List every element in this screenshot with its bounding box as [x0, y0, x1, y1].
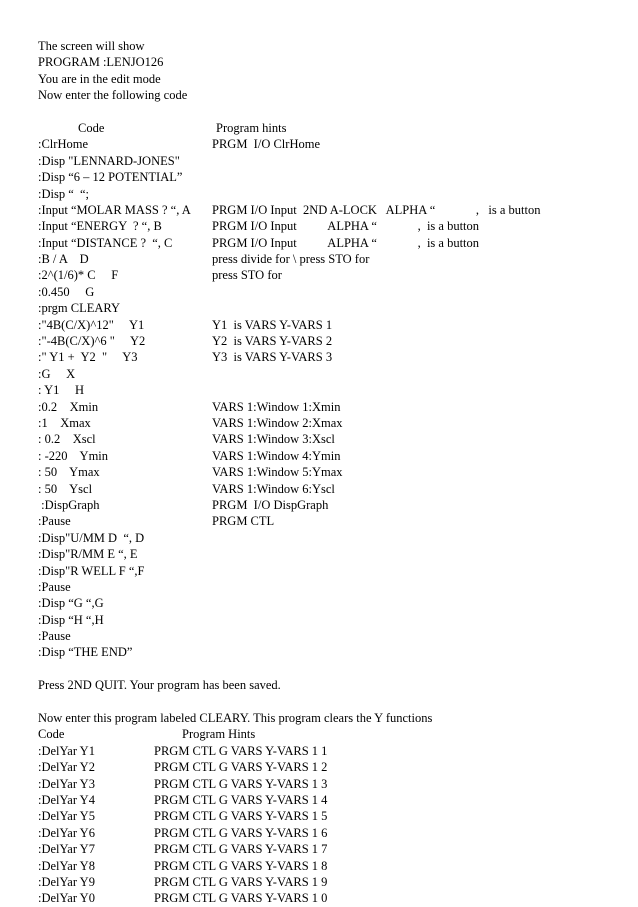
hint-cell: PRGM I/O Input 2ND A-LOCK ALPHA “ , is a button: [212, 202, 541, 217]
code-cell: : 0.2 Xscl: [38, 432, 96, 447]
code-cell: :Pause: [38, 514, 71, 529]
code-row: [38, 349, 618, 365]
code-cell: :DelYar Y0: [38, 891, 95, 906]
code-row: [38, 366, 618, 382]
code-cell: :DelYar Y7: [38, 842, 95, 857]
code-row: [38, 251, 618, 267]
code-cell: :DelYar Y3: [38, 776, 95, 791]
code-row: [38, 415, 618, 431]
hint-cell: PRGM CTL G VARS Y-VARS 1 8: [154, 858, 328, 873]
code-row: [38, 644, 618, 660]
hint-cell: VARS 1:Window 3:Xscl: [212, 432, 335, 447]
code-row: [38, 612, 618, 628]
code-cell: :Input “MOLAR MASS ? “, A: [38, 202, 191, 217]
code-row: [38, 218, 618, 234]
code-cell: :Pause: [38, 579, 71, 594]
code-cell: : Y1 H: [38, 383, 85, 398]
code-cell: :"4B(C/X)^12" Y1: [38, 317, 145, 332]
code-row: [38, 448, 618, 464]
code-cell: :Disp "LENNARD-JONES": [38, 153, 180, 168]
intro-line: The screen will show: [38, 39, 145, 53]
spacer: [38, 661, 618, 677]
cleary-intro: Now enter this program labeled CLEARY. This program clears the Y functions: [38, 711, 433, 726]
hints-column-header: Program Hints: [182, 727, 256, 742]
hint-cell: PRGM CTL G VARS Y-VARS 1 3: [154, 776, 328, 791]
hint-cell: VARS 1:Window 4:Ymin: [212, 448, 341, 463]
code-column-header: Code: [38, 727, 65, 742]
hint-cell: PRGM I/O ClrHome: [212, 137, 320, 152]
code-cell: :DispGraph: [38, 497, 100, 512]
table1-body: [38, 136, 618, 661]
code-cell: :B / A D: [38, 252, 89, 267]
hint-cell: VARS 1:Window 5:Ymax: [212, 465, 343, 480]
code-cell: :Input “DISTANCE ? “, C: [38, 235, 173, 250]
code-cell: :ClrHome: [38, 137, 88, 152]
code-row: [38, 497, 618, 513]
hint-cell: Y2 is VARS Y-VARS 2: [212, 334, 333, 349]
code-row: [38, 874, 618, 890]
code-cell: :Input “ENERGY ? “, B: [38, 219, 162, 234]
hint-cell: PRGM I/O Input ALPHA “ , is a button: [212, 219, 480, 234]
code-cell: :Disp “H “,H: [38, 612, 104, 627]
code-cell: :" Y1 + Y2 " Y3: [38, 350, 138, 365]
intro-line: PROGRAM :LENJO126: [38, 55, 164, 70]
code-row: [38, 563, 618, 579]
code-column-header: Code: [78, 120, 105, 135]
code-cell: : 50 Ymax: [38, 465, 100, 480]
code-row: [38, 792, 618, 808]
code-row: [38, 546, 618, 562]
hint-cell: Y3 is VARS Y-VARS 3: [212, 350, 333, 365]
hint-cell: PRGM CTL G VARS Y-VARS 1 5: [154, 809, 328, 824]
hint-cell: PRGM I/O Input ALPHA “ , is a button: [212, 235, 480, 250]
code-cell: : -220 Ymin: [38, 448, 109, 463]
code-cell: :Disp “6 – 12 POTENTIAL”: [38, 170, 183, 185]
code-row: [38, 595, 618, 611]
code-row: [38, 513, 618, 529]
document-page: [38, 38, 618, 907]
code-cell: :Disp"R/MM E “, E: [38, 547, 138, 562]
hint-cell: PRGM CTL G VARS Y-VARS 1 6: [154, 825, 328, 840]
code-cell: :prgm CLEARY: [38, 301, 121, 316]
hint-cell: Y1 is VARS Y-VARS 1: [212, 317, 333, 332]
hint-cell: PRGM CTL G VARS Y-VARS 1 2: [154, 760, 328, 775]
intro-line: You are in the edit mode: [38, 71, 161, 86]
code-cell: :0.2 Xmin: [38, 399, 99, 414]
hints-column-header: Program hints: [216, 120, 287, 135]
hint-cell: PRGM CTL G VARS Y-VARS 1 4: [154, 792, 328, 807]
code-row: [38, 841, 618, 857]
code-row: [38, 825, 618, 841]
code-cell: : 50 Yscl: [38, 481, 93, 496]
code-row: [38, 743, 618, 759]
code-row: [38, 628, 618, 644]
spacer: [38, 104, 618, 120]
code-row: [38, 530, 618, 546]
table1-header: [38, 120, 618, 136]
code-cell: :2^(1/6)* C F: [38, 268, 119, 283]
hint-cell: PRGM CTL G VARS Y-VARS 1 0: [154, 891, 328, 906]
code-cell: :Disp"R WELL F “,F: [38, 563, 145, 578]
code-row: [38, 235, 618, 251]
code-row: [38, 890, 618, 906]
code-cell: :Disp “THE END”: [38, 645, 133, 660]
table2-header: [38, 726, 618, 742]
code-cell: :DelYar Y4: [38, 792, 95, 807]
code-row: [38, 136, 618, 152]
code-row: [38, 399, 618, 415]
hint-cell: VARS 1:Window 6:Yscl: [212, 481, 335, 496]
spacer: [38, 694, 618, 710]
code-cell: :Disp"U/MM D “, D: [38, 530, 145, 545]
code-row: [38, 579, 618, 595]
code-row: [38, 464, 618, 480]
code-row: [38, 169, 618, 185]
code-row: [38, 300, 618, 316]
hint-cell: PRGM CTL: [212, 514, 275, 529]
hint-cell: PRGM CTL G VARS Y-VARS 1 9: [154, 874, 328, 889]
code-row: [38, 481, 618, 497]
hint-cell: VARS 1:Window 1:Xmin: [212, 399, 341, 414]
code-cell: :DelYar Y6: [38, 825, 95, 840]
code-row: [38, 808, 618, 824]
hint-cell: PRGM I/O DispGraph: [212, 497, 329, 512]
code-row: [38, 333, 618, 349]
intro-line: Now enter the following code: [38, 88, 188, 103]
hint-cell: press divide for \ press STO for: [212, 252, 373, 267]
code-cell: :DelYar Y9: [38, 874, 95, 889]
code-cell: :G X: [38, 366, 76, 381]
code-row: [38, 153, 618, 169]
saved-text: Press 2ND QUIT. Your program has been saved.: [38, 678, 281, 693]
code-row: [38, 284, 618, 300]
code-cell: :DelYar Y1: [38, 743, 95, 758]
hint-cell: PRGM CTL G VARS Y-VARS 1 1: [154, 743, 328, 758]
code-row: [38, 382, 618, 398]
code-row: [38, 759, 618, 775]
code-cell: :Disp “ “;: [38, 186, 90, 201]
code-cell: :DelYar Y8: [38, 858, 95, 873]
code-row: [38, 202, 618, 218]
code-cell: :DelYar Y2: [38, 760, 95, 775]
code-cell: :"-4B(C/X)^6 " Y2: [38, 334, 146, 349]
hint-cell: press STO for: [212, 268, 286, 283]
code-row: [38, 431, 618, 447]
hint-cell: VARS 1:Window 2:Xmax: [212, 415, 343, 430]
code-cell: :Disp “G “,G: [38, 596, 104, 611]
code-cell: :DelYar Y5: [38, 809, 95, 824]
code-row: [38, 776, 618, 792]
table2-body: [38, 743, 618, 907]
code-row: [38, 186, 618, 202]
code-cell: :Pause: [38, 629, 71, 644]
code-cell: :1 Xmax: [38, 415, 91, 430]
code-cell: :0.450 G: [38, 284, 95, 299]
code-row: [38, 858, 618, 874]
code-row: [38, 267, 618, 283]
hint-cell: PRGM CTL G VARS Y-VARS 1 7: [154, 842, 328, 857]
code-row: [38, 317, 618, 333]
